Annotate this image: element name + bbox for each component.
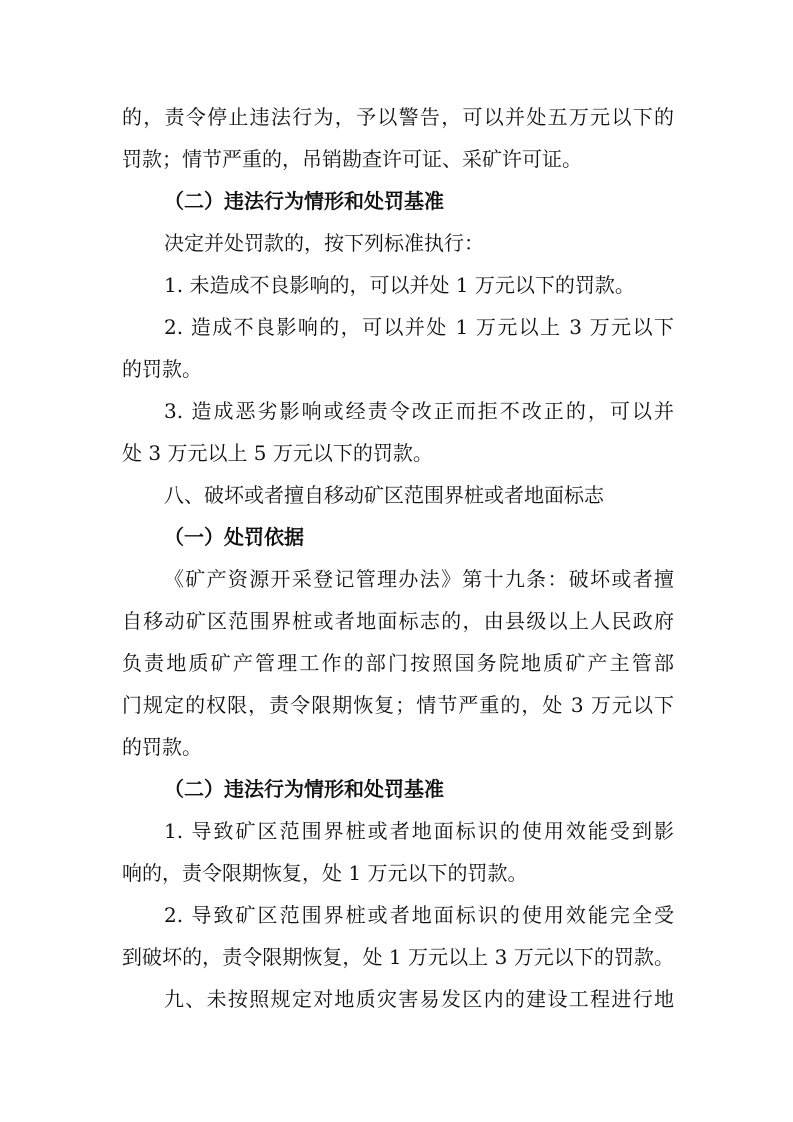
paragraph-line: 《矿产资源开采登记管理办法》第十九条：破坏或者擅 (164, 567, 674, 591)
chapter-heading: 九、未按照规定对地质灾害易发区内的建设工程进行地 (164, 987, 674, 1011)
list-item: 3. 造成恶劣影响或经责令改正而拒不改正的，可以并 (164, 399, 674, 423)
paragraph-line: 响的，责令限期恢复，处 1 万元以下的罚款。 (122, 861, 528, 885)
paragraph-line: 到破坏的，责令限期恢复，处 1 万元以上 3 万元以下的罚款。 (122, 945, 674, 969)
paragraph-line: 罚款；情节严重的，吊销勘查许可证、采矿许可证。 (122, 147, 582, 171)
paragraph-line: 自移动矿区范围界桩或者地面标志的，由县级以上人民政府 (122, 609, 674, 633)
paragraph-line: 负责地质矿产管理工作的部门按照国务院地质矿产主管部 (122, 651, 674, 675)
chapter-heading: 八、破坏或者擅自移动矿区范围界桩或者地面标志 (164, 483, 604, 507)
list-item: 2. 导致矿区范围界桩或者地面标识的使用效能完全受 (164, 903, 674, 927)
paragraph-line: 决定并处罚款的，按下列标准执行： (164, 231, 484, 255)
paragraph-line: 处 3 万元以上 5 万元以下的罚款。 (122, 441, 433, 465)
section-heading: （一）处罚依据 (164, 525, 304, 549)
paragraph-line: 的，责令停止违法行为，予以警告，可以并处五万元以下的 (122, 105, 674, 129)
list-item: 2. 造成不良影响的，可以并处 1 万元以上 3 万元以下 (164, 315, 674, 339)
list-item: 1. 导致矿区范围界桩或者地面标识的使用效能受到影 (164, 819, 674, 843)
section-heading: （二）违法行为情形和处罚基准 (164, 777, 444, 801)
list-item: 1. 未造成不良影响的，可以并处 1 万元以下的罚款。 (164, 273, 635, 297)
paragraph-line: 门规定的权限，责令限期恢复；情节严重的，处 3 万元以下 (122, 693, 674, 717)
paragraph-line: 的罚款。 (122, 735, 202, 759)
paragraph-line: 的罚款。 (122, 357, 202, 381)
section-heading: （二）违法行为情形和处罚基准 (164, 189, 444, 213)
